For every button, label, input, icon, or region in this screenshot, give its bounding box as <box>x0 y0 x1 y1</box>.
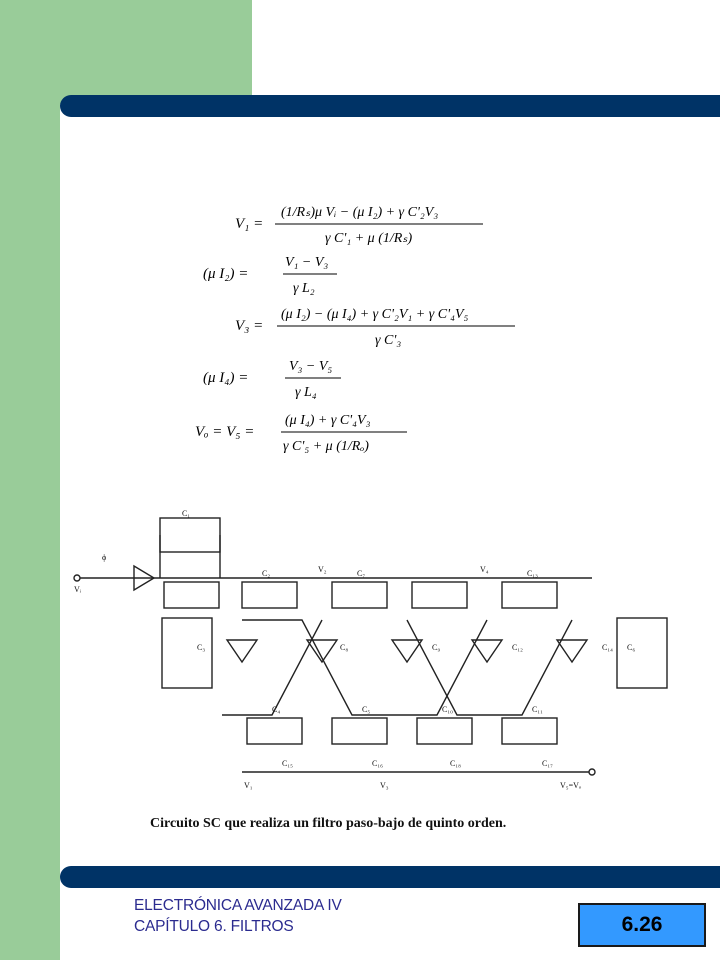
label-c13: C₁₃ <box>527 569 538 578</box>
eq3-numerator: (μ I₂) − (μ I₄) + γ C'₂V₁ + γ C'₄V₅ <box>281 307 469 322</box>
eq3-lhs: V₃ = <box>235 318 264 334</box>
equation-i4 <box>203 359 341 400</box>
opamp-5 <box>557 640 587 662</box>
eq4-lhs: (μ I₄) = <box>203 370 249 386</box>
eq5-denominator: γ C'₅ + μ (1/Rₒ) <box>283 439 369 454</box>
eq4-denominator: γ L₄ <box>295 385 317 400</box>
eq1-denominator: γ C'₁ + μ (1/Rₛ) <box>325 231 413 246</box>
opamp-4 <box>472 640 502 662</box>
eq2-lhs: (μ I₂) = <box>203 266 249 282</box>
label-c4: C₄ <box>272 705 281 714</box>
label-c5: C₅ <box>362 705 371 714</box>
label-vin: Vᵢ <box>74 585 82 594</box>
opamp-3 <box>392 640 422 662</box>
cross-line-5 <box>492 620 572 715</box>
top-navy-bar <box>60 95 720 117</box>
switch-block-9 <box>502 718 557 744</box>
left-green-band <box>0 0 60 960</box>
bottom-navy-bar <box>60 866 720 888</box>
eq2-denominator: γ L₂ <box>293 281 315 296</box>
label-v2: V₂ <box>318 565 327 574</box>
label-c9: C₉ <box>432 643 441 652</box>
circuit-caption: Circuito SC que realiza un filtro paso-bajo de quinto orden. <box>150 816 507 831</box>
switch-block-7 <box>332 718 387 744</box>
label-c10: C₁₀ <box>442 705 453 714</box>
eq5-lhs: Vₒ = V₅ = <box>195 424 255 440</box>
equation-v5 <box>195 413 407 454</box>
footer-course: ELECTRÓNICA AVANZADA IV <box>134 897 342 914</box>
equation-v1 <box>235 205 483 246</box>
footer-course-chapter <box>134 895 342 937</box>
label-c14: C₁₄ <box>602 643 613 652</box>
label-c2: C₂ <box>262 569 271 578</box>
cross-line-1 <box>242 620 402 715</box>
label-c7: C₇ <box>357 569 366 578</box>
label-c11: C₁₁ <box>532 705 543 714</box>
label-c15: C₁₅ <box>282 759 293 768</box>
label-v5: V₅=Vₒ <box>560 781 582 790</box>
footer-chapter: CAPÍTULO 6. FILTROS <box>134 918 294 935</box>
left-side-network <box>162 618 212 688</box>
input-terminal <box>74 575 80 581</box>
equations-block <box>185 188 525 468</box>
eq2-numerator: V₁ − V₃ <box>285 255 329 270</box>
label-c16: C₁₆ <box>372 759 383 768</box>
label-phi: ϕ <box>102 553 107 562</box>
equation-v3 <box>235 307 515 348</box>
switch-block-4 <box>412 582 467 608</box>
label-v1: V₁ <box>244 781 253 790</box>
eq4-numerator: V₃ − V₅ <box>289 359 333 374</box>
eq1-numerator: (1/Rₛ)μ Vᵢ − (μ I₂) + γ C'₂V₃ <box>281 205 439 220</box>
output-terminal <box>589 769 595 775</box>
switch-block-3 <box>332 582 387 608</box>
equation-i2 <box>203 255 337 296</box>
cross-line-2 <box>222 620 322 715</box>
label-v4: V₄ <box>480 565 489 574</box>
top-green-band <box>0 0 252 104</box>
label-c18: C₁₈ <box>450 759 461 768</box>
switch-cap-block-c1 <box>160 518 220 552</box>
eq3-denominator: γ C'₃ <box>375 333 402 348</box>
label-v3: V₃ <box>380 781 389 790</box>
right-side-network <box>617 618 667 688</box>
label-c12: C₁₂ <box>512 643 523 652</box>
switch-block-2 <box>242 582 297 608</box>
eq1-lhs: V₁ = <box>235 216 264 232</box>
switch-block-6 <box>247 718 302 744</box>
switch-block-5 <box>502 582 557 608</box>
eq5-numerator: (μ I₄) + γ C'₄V₃ <box>285 413 371 428</box>
page-number-badge: 6.26 <box>578 903 706 947</box>
label-c17: C₁₇ <box>542 759 553 768</box>
sc-filter-schematic <box>72 490 677 810</box>
label-c3: C₃ <box>197 643 206 652</box>
label-c8: C₈ <box>340 643 349 652</box>
label-c6: C₆ <box>627 643 636 652</box>
label-c1: C₁ <box>182 509 191 518</box>
opamp-1 <box>227 640 257 662</box>
switch-block-8 <box>417 718 472 744</box>
switch-block-1 <box>164 582 219 608</box>
